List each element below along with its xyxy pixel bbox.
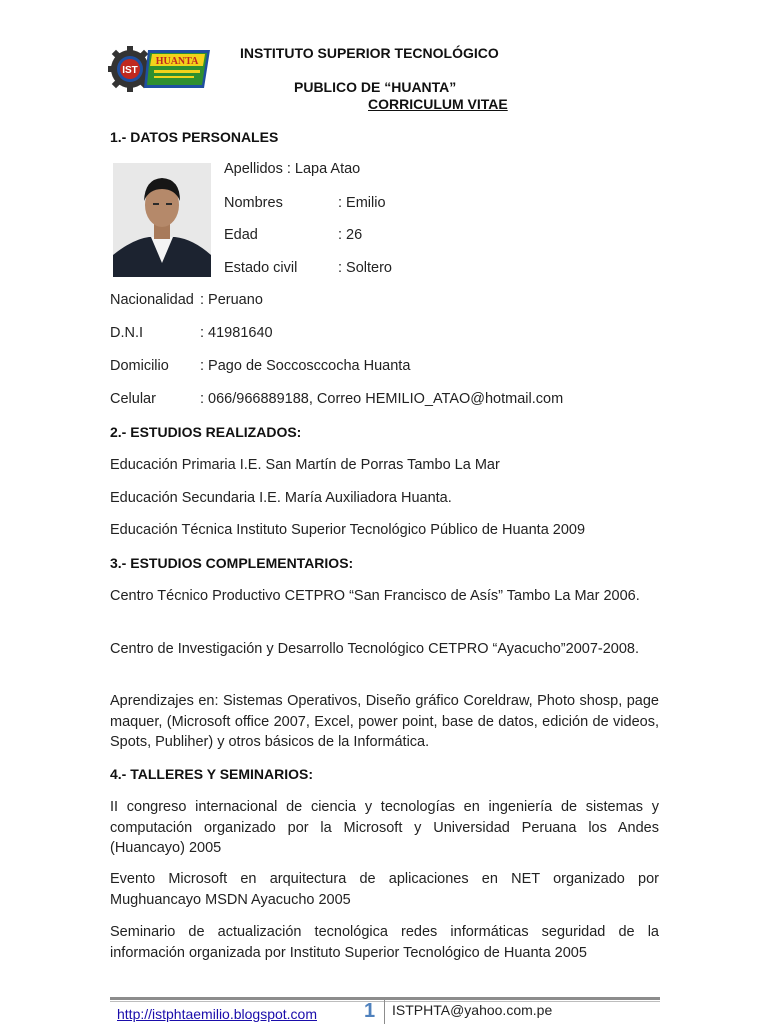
institute-name-line1: INSTITUTO SUPERIOR TECNOLÓGICO <box>240 45 499 61</box>
complementary-item: Centro Técnico Productivo CETPRO “San Francisco de Asís” Tambo La Mar 2006. <box>110 588 640 604</box>
footer-email: ISTPHTA@yahoo.com.pe <box>392 1002 553 1018</box>
value-nombres: : Emilio <box>338 195 386 211</box>
seminar-item: Evento Microsoft en arquitectura de aplicaciones en NET organizado por Mughuancayo MSDN Ayacucho 2005 <box>110 871 659 908</box>
complementary-item: Centro de Investigación y Desarrollo Tecnológico CETPRO “Ayacucho”2007-2008. <box>110 641 639 657</box>
label-nombres: Nombres <box>224 195 283 211</box>
footer-divider-thin <box>110 1001 660 1002</box>
institute-name-line2: PUBLICO DE “HUANTA” <box>294 79 457 95</box>
section-heading-personal: 1.- DATOS PERSONALES <box>110 129 279 145</box>
page-number: 1 <box>364 1000 376 1022</box>
value-apellidos: : Lapa Atao <box>286 161 361 177</box>
label-estado-civil: Estado civil <box>224 260 298 276</box>
value-estado-civil: : Soltero <box>338 260 392 276</box>
study-item: Educación Técnica Instituto Superior Tecnológico Público de Huanta 2009 <box>110 522 586 538</box>
footer-divider <box>110 997 660 1000</box>
section-heading-complementary: 3.- ESTUDIOS COMPLEMENTARIOS: <box>110 555 354 571</box>
label-edad: Edad <box>224 227 258 243</box>
label-domicilio: Domicilio <box>110 358 169 374</box>
profile-photo <box>113 163 211 277</box>
seminar-item: Seminario de actualización tecnológica redes informáticas seguridad de la información organizada por Instituto Superior Tecnológico de Huanta 2005 <box>110 924 659 961</box>
logo-badge-text: IST <box>122 65 138 76</box>
value-domicilio: : Pago de Soccosccocha Huanta <box>200 358 411 374</box>
value-edad: : 26 <box>338 227 363 243</box>
value-nacionalidad: : Peruano <box>200 292 263 308</box>
footer-blog-link[interactable]: http://istphtaemilio.blogspot.com <box>117 1006 317 1022</box>
study-item: Educación Secundaria I.E. María Auxiliadora Huanta. <box>110 490 452 506</box>
label-celular: Celular <box>110 391 156 407</box>
footer-separator <box>384 999 385 1024</box>
section-heading-studies: 2.- ESTUDIOS REALIZADOS: <box>110 424 302 440</box>
section-heading-seminars: 4.- TALLERES Y SEMINARIOS: <box>110 766 314 782</box>
study-item: Educación Primaria I.E. San Martín de Porras Tambo La Mar <box>110 457 500 473</box>
seminar-item: II congreso internacional de ciencia y tecnologías en ingeniería de sistemas y computación organizado por la Microsoft y Universidad Peruana los Andes (Huancayo) 2005 <box>110 799 659 856</box>
value-celular: : 066/966889188, Correo HEMILIO_ATAO@hotmail.com <box>200 391 564 407</box>
field-apellidos <box>224 161 360 177</box>
label-dni: D.N.I <box>110 325 144 341</box>
label-nacionalidad: Nacionalidad <box>110 292 194 308</box>
value-dni: : 41981640 <box>200 325 273 341</box>
label-apellidos: Apellidos <box>224 161 283 177</box>
document-title: CORRICULUM VITAE <box>368 96 508 112</box>
logo-banner-text: HUANTA <box>155 56 199 67</box>
institute-logo <box>108 40 216 98</box>
complementary-item: Aprendizajes en: Sistemas Operativos, Diseño gráfico Coreldraw, Photo shosp, page maquer, (Microsoft office 2007, Excel, power point, base de datos, edición de videos, Spots, Publiher) y otros básicos de la Informática. <box>110 693 659 750</box>
